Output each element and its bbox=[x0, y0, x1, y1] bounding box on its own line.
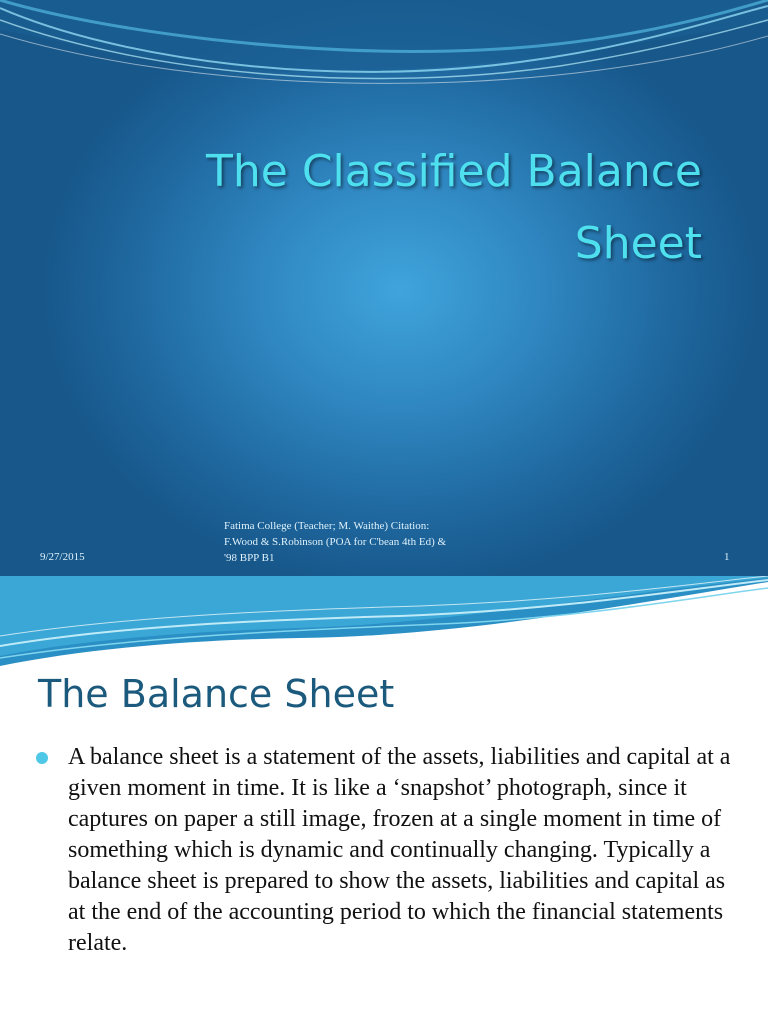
title-line-2: Sheet bbox=[574, 218, 702, 269]
bullet-icon bbox=[36, 752, 48, 764]
citation-line-2: F.Wood & S.Robinson (POA for C'bean 4th Ed) & bbox=[224, 536, 447, 548]
bullet-text: A balance sheet is a statement of the assets, liabilities and capital at a given moment in time. It is like a ‘snapshot’ photograph, since it captures on paper a still image, frozen at a single moment in time of something which is dynamic and continually changing. Typically a balance sheet is prepared to show the assets, liabilities and capital as at the end of the accounting period to which the financial statements relate. bbox=[68, 744, 731, 956]
title-line-1: The Classified Balance bbox=[206, 146, 702, 197]
slide-title bbox=[102, 136, 702, 280]
citation-line-3: '98 BPP B1 bbox=[224, 552, 275, 564]
content-slide bbox=[0, 576, 768, 1024]
footer-date: 9/27/2015 bbox=[40, 551, 85, 563]
slide-heading: The Balance Sheet bbox=[38, 672, 395, 716]
wave-decoration bbox=[0, 576, 768, 666]
wave-decoration bbox=[0, 0, 768, 95]
page-number: 1 bbox=[724, 551, 730, 563]
citation-line-1: Fatima College (Teacher; M. Waithe) Citation: bbox=[224, 520, 430, 532]
footer-citation bbox=[224, 518, 524, 566]
bullet-item bbox=[36, 742, 736, 959]
